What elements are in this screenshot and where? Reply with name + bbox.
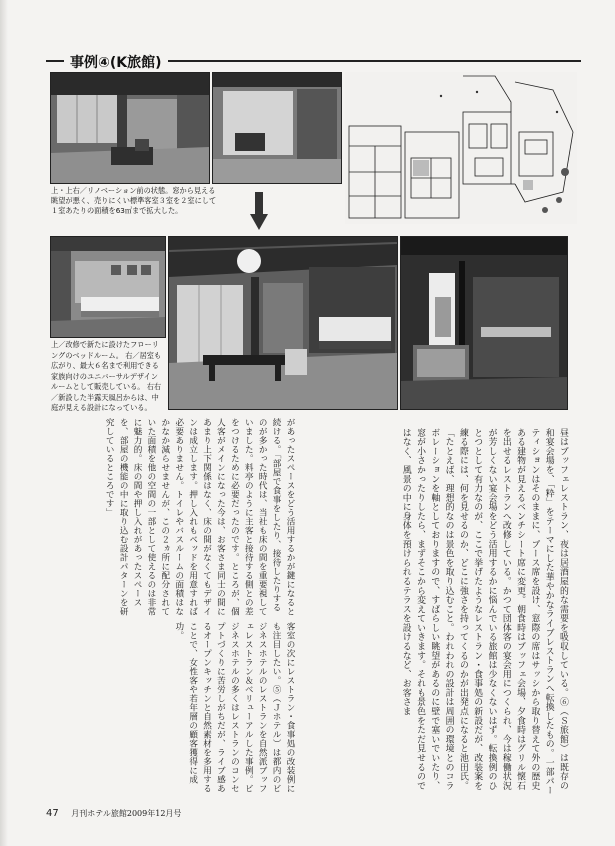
- page-footer: [46, 808, 181, 819]
- photo-after-bedroom: [50, 236, 166, 338]
- photo-before-room: [50, 72, 210, 184]
- page-edge: [0, 0, 8, 846]
- body-column-2: 客室の次にレストラン・食事処の改装例にも注目したい。⑤（Ｊホテル）は都内のビジネスホテルのレストランを自然派ブッフェレストラン＆ベリューアルした事例。ビジネスホテルの多くはレストランのコンセプトづくりに苦労しがちだが、ライブ感あるオープンキッチンと自然素材を多用することで、女性客や若年層の顧客獲得に成功。: [173, 622, 295, 793]
- arrow-down-icon: [250, 192, 268, 232]
- caption-before: 上・上右／リノベーション前の状態。窓から見える眺望が悪く、売りにくい標準客室３室を２室にして１室あたりの面積を63㎡まで拡大した。: [51, 186, 217, 215]
- case-title: 事例④(K旅館): [64, 52, 168, 72]
- body-column-1: があったスペースをどう活用するかが鍵になると続ける。「部屋で食事をしたり、接待したりするのが多かった時代は、当社も床の間を重要視していました。料亭のように主客と接待する側との差をつけるために必要だったのです。ところが、個人客がメインになった今は、お客さま同士の間にあまり上下関係はなく、床の間がなくてもデザインは成立します。押し入れもベッドを用意すれば必要ありません。トイレやバスルームの面積はなかなか減らせませんが、この２ヵ所に配分されていた面積を他の空間の一部として使えるのは非常に魅力的。床の間や押し入れがあったスペースを、部屋の機能の中に取り込む設計パターンを研究しているところです」: [104, 418, 295, 616]
- photo-after-living-room: [168, 236, 398, 410]
- photo-after-bath: [400, 236, 568, 410]
- publication-name: 月刊ホテル旅館2009年12月号: [71, 809, 182, 818]
- page-number: 47: [46, 808, 59, 819]
- body-column-3: 昼はブッフェレストラン、夜は居酒屋的な需要を吸収している。⑥（Ｓ旅館）は既存の和宴会場を、「粋」をテーマにした華やかなライブレストランへ転換したもの。一部パーティションはそのままに、ブース席を設け、窓際の席はサッシから取り替えて外の歴史ある建物が見えるベンチシート席に変更。朝食時はブッフェ会場、夕食時はグリル懐石を出せるレストランへ改修している。かつて団体客の宴会用につくられ、今は稼働状況が芳しくない宴会場をどう活用するかに悩んでいる旅館は少なくないはず。転換例のひとつとして有力なのが、ここで挙げたようなレストラン・食事処の新設だが、改装案を練る際には、何を見せるのか、どこに強さを持ってくるのかが出発点になると池田氏。「たとえば、理想的なのは景色を取り込むこと。われわれの設計は周囲の環境とのコラボレーションを軸としておりますので、すばらしい眺望があるのに壁で塞いでいたり、窓が小さかったりしたら、まずそこから変えていきます。それも景色をただ見せるのではなく、風景の中に身体を預けられるテラスを設けるなど、お客さま: [400, 428, 568, 796]
- caption-after: 上／改修で新たに設けたフローリングのベッドルーム。 右／居室も広がり、最大６名まで利用できる家族向けのユニバーサルデザインルームとして販売している。 右右／新設した半露天風呂からは、中庭が見える設計になっている。: [51, 340, 162, 412]
- photo-before-alcove: [212, 72, 342, 184]
- floor-plan: [345, 72, 577, 224]
